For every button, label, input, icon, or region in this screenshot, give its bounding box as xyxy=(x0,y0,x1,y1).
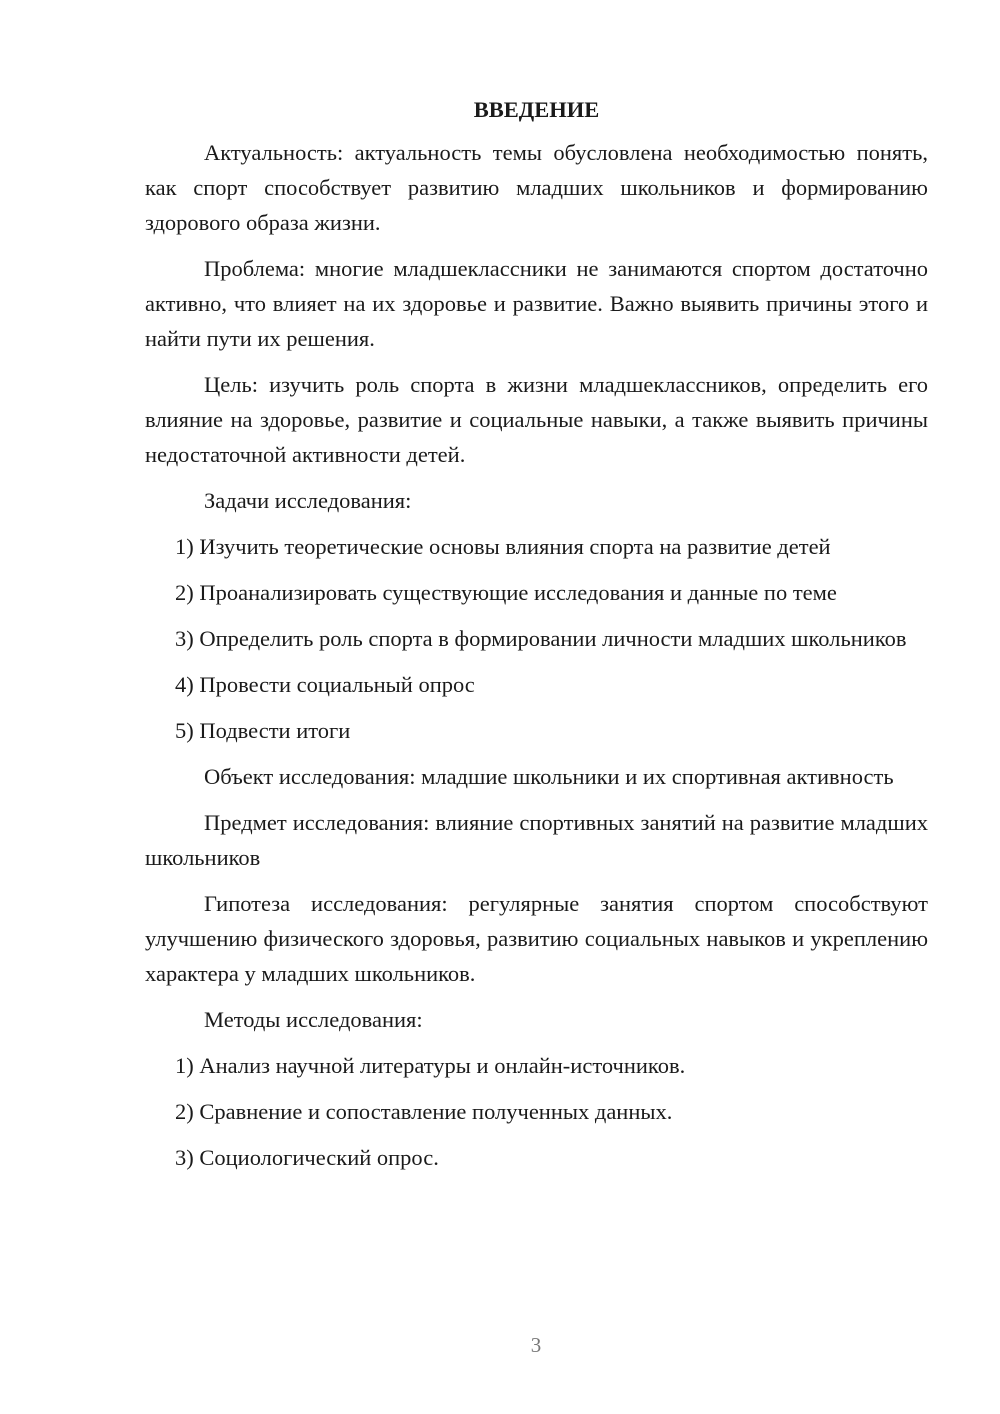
method-item-3: 3) Социологический опрос. xyxy=(175,1145,439,1170)
page-title: ВВЕДЕНИЕ xyxy=(473,97,600,122)
task-item-4: 4) Провести социальный опрос xyxy=(175,672,475,697)
task-item-1: 1) Изучить теоретические основы влияния спорта на развитие детей xyxy=(175,534,831,559)
task-item-2: 2) Проанализировать существующие исследования и данные по теме xyxy=(175,580,837,605)
document-page xyxy=(145,95,928,1186)
problem-paragraph: Проблема: многие младшеклассники не занимаются спортом достаточно активно, что влияет на их здоровье и развитие. Важно выявить причины этого и найти пути их решения. xyxy=(145,256,928,351)
object-paragraph: Объект исследования: младшие школьники и их спортивная активность xyxy=(204,764,894,789)
relevance-paragraph: Актуальность: актуальность темы обусловлена необходимостью понять, как спорт способствует развитию младших школьников и формированию здорового образа жизни. xyxy=(145,140,928,235)
methods-heading: Методы исследования: xyxy=(204,1007,423,1032)
method-item-2: 2) Сравнение и сопоставление полученных данных. xyxy=(175,1099,673,1124)
method-item-1: 1) Анализ научной литературы и онлайн-источников. xyxy=(175,1053,686,1078)
page-number: 3 xyxy=(530,1333,542,1357)
subject-paragraph: Предмет исследования: влияние спортивных занятий на развитие младших школьников xyxy=(145,810,928,870)
task-item-5: 5) Подвести итоги xyxy=(175,718,351,743)
task-item-3: 3) Определить роль спорта в формировании личности младших школьников xyxy=(175,626,907,651)
goal-paragraph: Цель: изучить роль спорта в жизни младшеклассников, определить его влияние на здоровье, развитие и социальные навыки, а также выявить причины недостаточной активности детей. xyxy=(145,372,928,467)
tasks-heading: Задачи исследования: xyxy=(204,488,412,513)
hypothesis-paragraph: Гипотеза исследования: регулярные занятия спортом способствуют улучшению физического здоровья, развитию социальных навыков и укреплению характера у младших школьников. xyxy=(145,891,928,986)
